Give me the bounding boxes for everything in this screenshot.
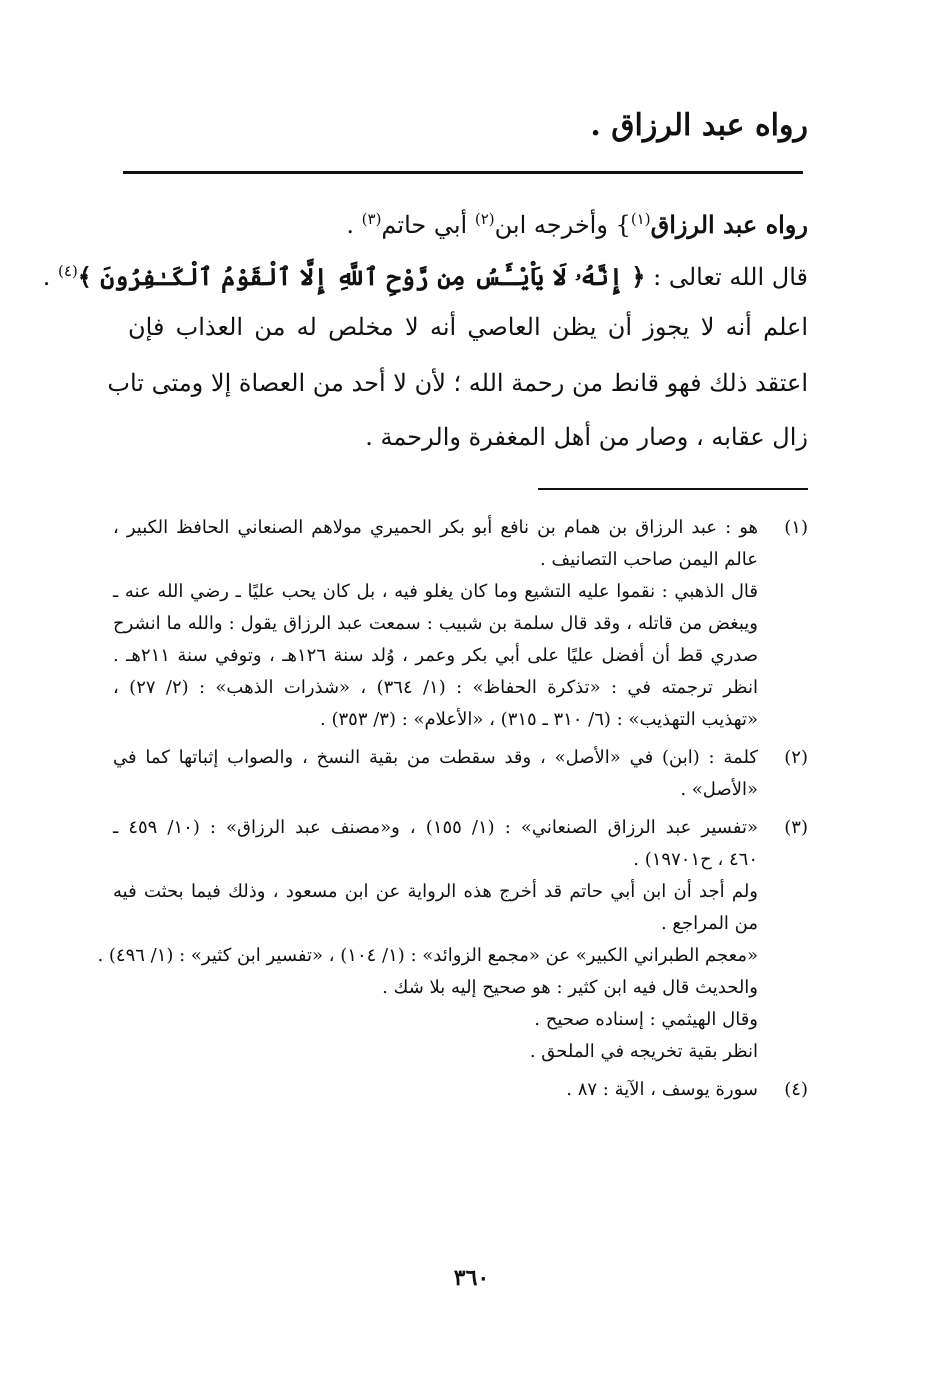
main-line-2-intro: قال الله تعالى : xyxy=(645,263,808,291)
main-line-1 xyxy=(128,210,808,240)
footnote-rule xyxy=(538,488,808,490)
main-line-1-bold: رواه عبد الرزاق xyxy=(650,210,808,239)
main-text xyxy=(42,202,808,452)
footnote-ref-1[interactable]: (١) xyxy=(630,210,651,228)
footnote-line: قال الذهبي : نقموا عليه التشيع وما كان يغلو فيه ، بل كان يحب عليًا ـ رضي الله عنه ـ xyxy=(113,581,758,602)
main-line-1-end: . xyxy=(346,211,362,239)
footnote-number: (٢) xyxy=(784,747,808,768)
footnote-ref-4[interactable]: (٤) xyxy=(58,262,78,280)
main-line-1-part2: } وأخرجه ابن xyxy=(494,211,631,239)
page-number: ٣٦٠ xyxy=(453,1265,490,1291)
footnote-line: «تفسير عبد الرزاق الصنعاني» : (١/ ١٥٥) ، و«مصنف عبد الرزاق» : (١٠/ ٤٥٩ ـ xyxy=(113,817,758,838)
footnotes xyxy=(97,512,808,1112)
footnote-line: ولم أجد أن ابن أبي حاتم قد أخرج هذه الرواية عن ابن مسعود ، وذلك فيما بحثت فيه xyxy=(113,881,758,902)
footnote-1 xyxy=(113,512,808,736)
footnote-line: هو : عبد الرزاق بن همام بن نافع أبو بكر الحميري مولاهم الصنعاني الحافظ الكبير ، xyxy=(113,517,758,538)
footnote-line: «تهذيب التهذيب» : (٦/ ٣١٠ ـ ٣١٥) ، «الأعلام» : (٣/ ٣٥٣) . xyxy=(320,709,758,730)
footnote-2 xyxy=(113,742,808,806)
footnote-line: «الأصل» . xyxy=(680,779,758,800)
footnote-line: ٤٦٠ ، ح١٩٧٠١) . xyxy=(633,849,758,870)
footnote-ref-3[interactable]: (٣) xyxy=(361,210,382,228)
footnote-number: (٣) xyxy=(784,817,808,838)
main-line-2 xyxy=(42,262,808,292)
footnote-3 xyxy=(97,812,808,1068)
footnote-line: من المراجع . xyxy=(660,913,758,934)
paragraph-line-3: زال عقابه ، وصار من أهل المغفرة والرحمة . xyxy=(365,423,808,451)
footnote-number: (١) xyxy=(784,517,808,538)
footnote-line: سورة يوسف ، الآية : ٨٧ . xyxy=(566,1079,758,1100)
paragraph-line-1: اعلم أنه لا يجوز أن يظن العاصي أنه لا مخلص له من العذاب فإن xyxy=(128,313,808,341)
footnote-number: (٤) xyxy=(784,1079,808,1100)
main-line-1-part3: أبي حاتم xyxy=(381,211,475,239)
footnote-ref-2[interactable]: (٢) xyxy=(474,210,495,228)
footnote-line: كلمة : (ابن) في «الأصل» ، وقد سقطت من بقية النسخ ، والصواب إثباتها كما في xyxy=(113,747,758,768)
footnote-line: عالم اليمن صاحب التصانيف . xyxy=(540,549,758,570)
footnote-line: والحديث قال فيه ابن كثير : هو صحيح إليه بلا شك . xyxy=(382,977,758,998)
footnote-line: ويبغض من قاتله ، وقد قال سلمة بن شبيب : سمعت عبد الرزاق يقول : والله ما انشرح xyxy=(113,613,758,634)
header-rule xyxy=(123,171,803,174)
footnote-line: صدري قط أن أفضل عليًا على أبي بكر وعمر ، وُلد سنة ١٢٦هـ ، وتوفي سنة ٢١١هـ . xyxy=(113,645,758,666)
main-line-2-end: . xyxy=(42,263,59,291)
paragraph-line-2: اعتقد ذلك فهو قانط من رحمة الله ؛ لأن لا أحد من العصاة إلا ومتى تاب xyxy=(107,369,808,397)
header-title: رواه عبد الرزاق . xyxy=(590,108,808,143)
footnote-line: «معجم الطبراني الكبير» عن «مجمع الزوائد» : (١/ ١٠٤) ، «تفسير ابن كثير» : (١/ ٤٩٦) . xyxy=(97,945,758,966)
quran-verse: ﴿ إِنَّهُۥ لَا يَاْيْـَٔسُ مِن رَّوْحِ ٱللَّهِ إِلَّا ٱلْقَوْمُ ٱلْكَـٰفِرُونَ ﴾ xyxy=(77,262,646,291)
footnote-4 xyxy=(113,1074,808,1106)
footnote-line: وقال الهيثمي : إسناده صحيح . xyxy=(534,1009,758,1030)
footnote-line: انظر ترجمته في : «تذكرة الحفاظ» : (١/ ٣٦٤) ، «شذرات الذهب» : (٢/ ٢٧) ، xyxy=(113,677,758,698)
footnote-line: انظر بقية تخريجه في الملحق . xyxy=(529,1041,758,1062)
